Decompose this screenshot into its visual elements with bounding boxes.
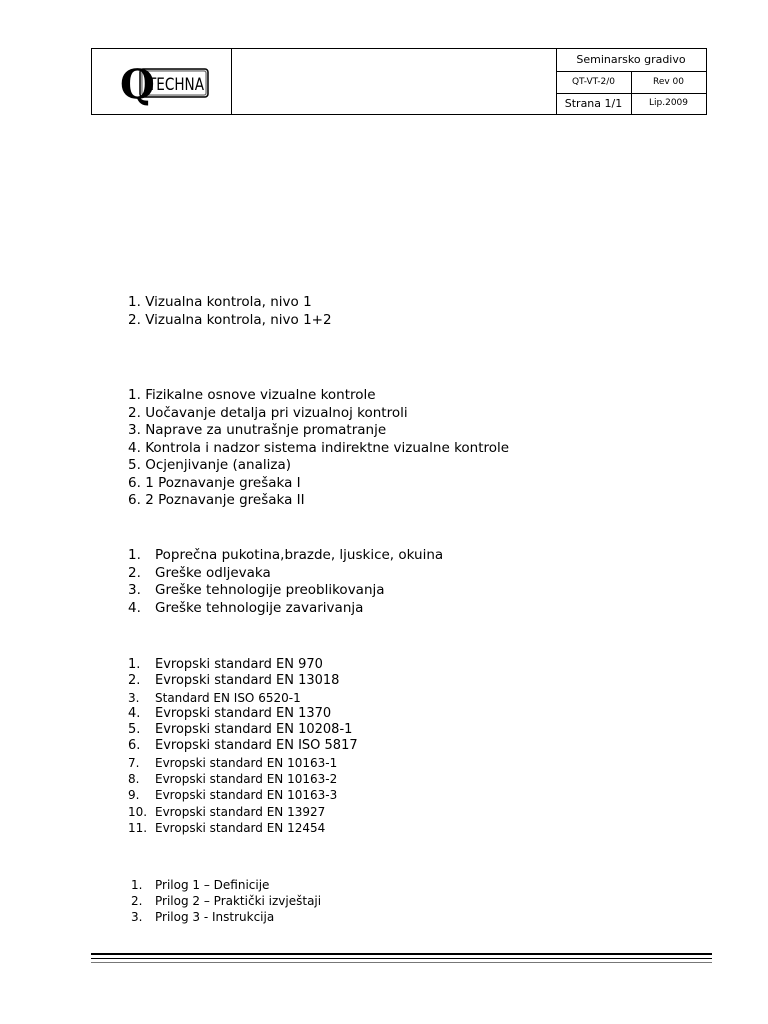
list-item: 2. Evropski standard EN 13018 — [128, 673, 340, 689]
list-item: 4. Greške tehnologije zavarivanja — [128, 599, 364, 616]
list-item: 3. Greške tehnologije preoblikovanja — [128, 582, 385, 598]
list-item: 2. Vizualna kontrola, nivo 1+2 — [128, 311, 332, 328]
list-item: 3. Standard EN ISO 6520-1 — [128, 690, 301, 705]
list-item: 6. 2 Poznavanje grešaka II — [128, 492, 305, 508]
list-item: 1. Vizualna kontrola, nivo 1 — [128, 294, 312, 310]
list-item: 4. Evropski standard EN 1370 — [128, 705, 332, 721]
logo-letter: Q — [120, 61, 155, 108]
list-item: 5. Evropski standard EN 10208-1 — [128, 722, 353, 738]
standards-list — [128, 657, 358, 836]
page-number: Strana 1/1 — [556, 93, 632, 114]
list-item: 10. Evropski standard EN 13927 — [128, 804, 326, 819]
list-item: 1. Fizikalne osnove vizualne kontrole — [128, 387, 376, 403]
list-item: 6. 1 Poznavanje grešaka I — [128, 474, 301, 491]
doc-type: Seminarsko gradivo — [556, 49, 706, 72]
header-meta — [556, 49, 706, 114]
header-title-cell — [231, 49, 557, 114]
list-item: 11. Evropski standard EN 12454 — [128, 820, 326, 835]
defects-list — [128, 547, 443, 617]
list-item: 2. Prilog 2 – Praktički izvještaji — [131, 894, 322, 908]
doc-code: QT-VT-2/0 — [556, 71, 632, 93]
list-item: 1. Evropski standard EN 970 — [128, 657, 323, 672]
footer-divider — [91, 953, 712, 955]
list-item: 2. Uočavanje detalja pri vizualnoj kontroli — [128, 404, 408, 421]
level-list — [128, 294, 332, 329]
footer-divider — [91, 958, 712, 959]
list-item: 3. Naprave za unutrašnje promatranje — [128, 422, 387, 438]
list-item: 8. Evropski standard EN 10163-2 — [128, 772, 338, 787]
list-item: 5. Ocjenjivanje (analiza) — [128, 457, 292, 473]
topics-list — [128, 387, 509, 510]
list-item: 9. Evropski standard EN 10163-3 — [128, 788, 338, 803]
appendix-list — [131, 877, 321, 925]
list-item: 1. Prilog 1 – Definicije — [131, 878, 270, 892]
list-item: 1. Poprečna pukotina,brazde, ljuskice, okuina — [128, 547, 444, 563]
list-item: 2. Greške odljevaka — [128, 564, 271, 581]
qtechna-logo — [114, 61, 210, 108]
footer-divider — [91, 962, 712, 963]
doc-date: Lip.2009 — [649, 98, 688, 108]
list-item: 4. Kontrola i nadzor sistema indirektne vizualne kontrole — [128, 439, 510, 456]
list-item: 6. Evropski standard EN ISO 5817 — [128, 738, 358, 754]
doc-revision: Rev 00 — [652, 77, 685, 87]
list-item: 3. Prilog 3 - Instrukcija — [131, 910, 275, 924]
logo-text: TECHNA — [147, 75, 205, 95]
list-item: 7. Evropski standard EN 10163-1 — [128, 755, 338, 770]
document-header — [91, 48, 707, 115]
logo-cell — [92, 49, 232, 114]
